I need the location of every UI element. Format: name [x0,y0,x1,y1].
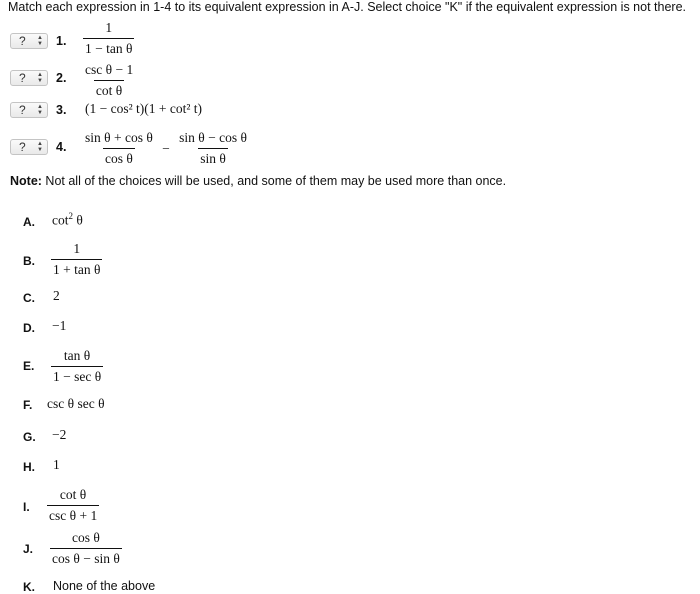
denominator: csc θ + 1 [47,505,99,524]
numerator: 1 [73,241,81,256]
choice-letter: K. [23,580,35,594]
choice-letter: I. [23,500,30,514]
question-number: 2. [56,71,67,85]
answer-select-4[interactable] [10,139,48,155]
minus-operator: − [162,140,170,156]
choice-expression: csc θ sec θ [47,396,105,411]
question-number: 3. [56,103,67,117]
choice-expression: $\cot^2 \theta$ [52,211,83,228]
denominator: 1 − tan θ [83,38,134,57]
choice-letter: D. [23,321,35,335]
select-placeholder: ? [19,140,26,154]
choice-letter: G. [23,430,36,444]
denominator: sin θ [198,148,228,167]
denominator: cot θ [94,80,124,99]
choice-expression [47,487,99,524]
choice-letter: J. [23,542,34,556]
denominator: 1 + tan θ [51,259,102,278]
choice-expression: 2 [53,288,60,303]
numerator: cot θ [59,487,87,502]
numerator: tan θ [63,348,91,363]
updown-arrows-icon: ▲ ▼ [37,141,43,153]
question-number: 1. [56,34,67,48]
choice-letter: B. [23,254,35,268]
choice-expression: None of the above [53,579,156,593]
select-placeholder: ? [19,71,26,85]
question-expression: (1 − cos² t)(1 + cot² t) [85,101,203,116]
updown-arrows-icon: ▲ ▼ [37,35,43,47]
denominator: 1 − sec θ [51,366,103,385]
select-placeholder: ? [19,34,26,48]
numerator: csc θ − 1 [85,62,134,77]
choice-expression: −2 [52,427,67,442]
note-text: Not all of the choices will be used, and some of them may be used more than once. [41,174,507,188]
answer-select-3[interactable] [10,102,48,118]
numerator: cos θ [71,530,100,545]
answer-select-2[interactable] [10,70,48,86]
choice-letter: H. [23,460,35,474]
instructions: Match each expression in 1-4 to its equivalent expression in A-J. Select choice "K" if the equivalent expression is not there. [8,0,686,14]
answer-select-1[interactable] [10,33,48,49]
choice-letter: A. [23,215,35,229]
denominator: cos θ − sin θ [50,548,122,567]
choice-letter: E. [23,359,35,373]
question-expression [83,20,134,57]
choice-letter: C. [23,291,35,305]
choice-expression: −1 [52,318,67,333]
numerator: sin θ − cos θ [179,130,247,145]
note [10,174,506,188]
choice-expression: 1 [53,457,60,472]
numerator: sin θ + cos θ [85,130,153,145]
denominator: cos θ [103,148,135,167]
note-label: Note: [10,174,42,188]
question-expression [83,130,249,167]
question-expression [83,62,135,99]
select-placeholder: ? [19,103,26,117]
question-number: 4. [56,140,67,154]
updown-arrows-icon: ▲ ▼ [37,72,43,84]
choice-expression [51,348,103,385]
choice-expression [50,530,122,567]
updown-arrows-icon: ▲ ▼ [37,104,43,116]
choice-expression [51,241,102,278]
numerator: 1 [105,20,113,35]
choice-letter: F. [23,398,33,412]
